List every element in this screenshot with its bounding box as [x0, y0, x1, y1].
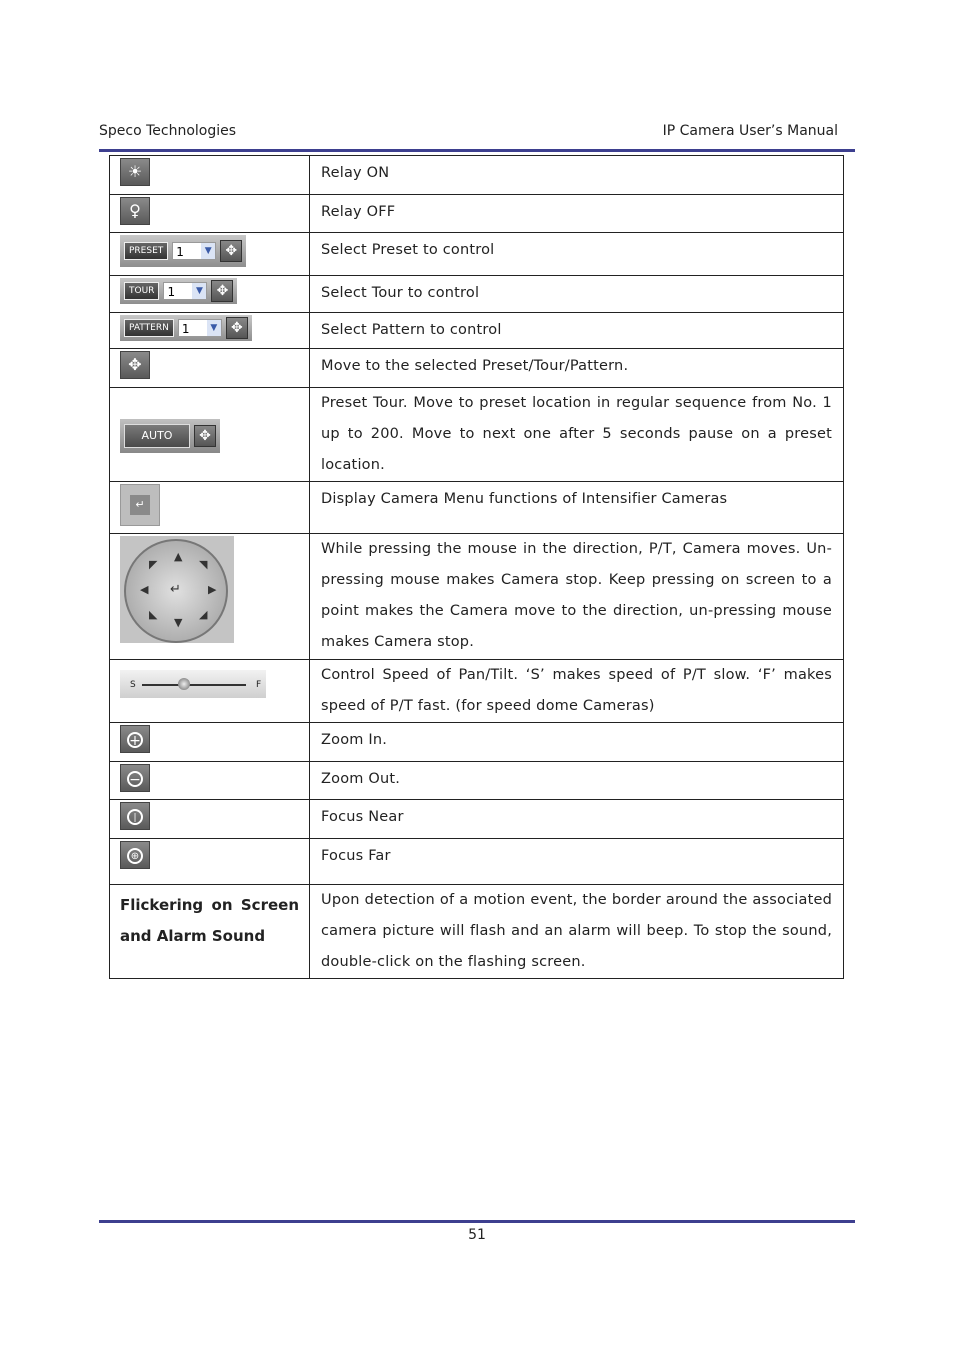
table-row	[110, 762, 844, 800]
row-text: Zoom Out.	[310, 762, 844, 800]
row-text: Focus Far	[310, 839, 844, 885]
row-text: Preset Tour. Move to preset location in regular sequence from No. 1 up to 200. Move to next one after 5 seconds pause on a preset location.	[310, 388, 844, 482]
table-row	[110, 482, 844, 534]
row-title: Flickering on Screen and Alarm Sound	[110, 885, 310, 979]
table-row	[110, 534, 844, 660]
footer-rule	[99, 1220, 855, 1223]
move-icon: ✥	[120, 351, 150, 379]
row-text: Select Pattern to control	[310, 313, 844, 349]
table-row	[110, 195, 844, 233]
row-text: Zoom In.	[310, 723, 844, 762]
row-text: Select Preset to control	[310, 233, 844, 276]
focus-near-icon: |	[120, 802, 150, 830]
row-text: Relay ON	[310, 156, 844, 195]
table-row	[110, 349, 844, 388]
table-row	[110, 723, 844, 762]
preset-select-icon: PRESET 1 ▼ ✥	[120, 235, 246, 267]
move-icon: ✥	[211, 280, 233, 302]
table-row	[110, 313, 844, 349]
table-row	[110, 276, 844, 313]
move-icon: ✥	[220, 240, 242, 262]
relay-on-icon: ☀	[120, 158, 150, 186]
table-row	[110, 233, 844, 276]
header-right: IP Camera User’s Manual	[662, 123, 838, 139]
row-text: Focus Near	[310, 800, 844, 839]
table-row	[110, 885, 844, 979]
row-text: Control Speed of Pan/Tilt. ‘S’ makes speed of P/T slow. ‘F’ makes speed of P/T fast. (for speed dome Cameras)	[310, 660, 844, 723]
row-text: Display Camera Menu functions of Intensifier Cameras	[310, 482, 844, 534]
move-icon: ✥	[194, 425, 216, 447]
row-text: While pressing the mouse in the direction, P/T, Camera moves. Un-pressing mouse makes Camera stop. Keep pressing on screen to a point makes the Camera move to the direction, un-pressing mouse makes Camera stop.	[310, 534, 844, 660]
tour-select-icon: TOUR 1 ▼ ✥	[120, 278, 237, 304]
zoom-in-icon: +	[120, 725, 150, 753]
table-row	[110, 388, 844, 482]
row-text: Upon detection of a motion event, the border around the associated camera picture will flash and an alarm will beep. To stop the sound, double-click on the flashing screen.	[310, 885, 844, 979]
ptz-direction-pad-icon: ▲ ▼ ◀ ▶ ◤ ◥ ◣ ◢ ↵	[120, 536, 234, 643]
pattern-select-icon: PATTERN 1 ▼ ✥	[120, 315, 252, 341]
speed-slider-knob	[178, 678, 190, 690]
table-row	[110, 839, 844, 885]
table-row	[110, 156, 844, 195]
page-number: 51	[468, 1227, 486, 1243]
header-rule	[99, 149, 855, 152]
table-row	[110, 800, 844, 839]
auto-button-icon: AUTO ✥	[120, 419, 220, 453]
zoom-out-icon: −	[120, 764, 150, 792]
focus-far-icon: ⊕	[120, 841, 150, 869]
row-text: Move to the selected Preset/Tour/Pattern.	[310, 349, 844, 388]
camera-menu-icon: ↵	[120, 484, 160, 526]
row-text: Relay OFF	[310, 195, 844, 233]
row-text: Select Tour to control	[310, 276, 844, 313]
table-row	[110, 660, 844, 723]
relay-off-icon: ♀	[120, 197, 150, 225]
header-left: Speco Technologies	[99, 123, 237, 139]
speed-slider-icon: S F	[120, 670, 266, 698]
control-table	[109, 155, 844, 979]
move-icon: ✥	[226, 317, 248, 339]
